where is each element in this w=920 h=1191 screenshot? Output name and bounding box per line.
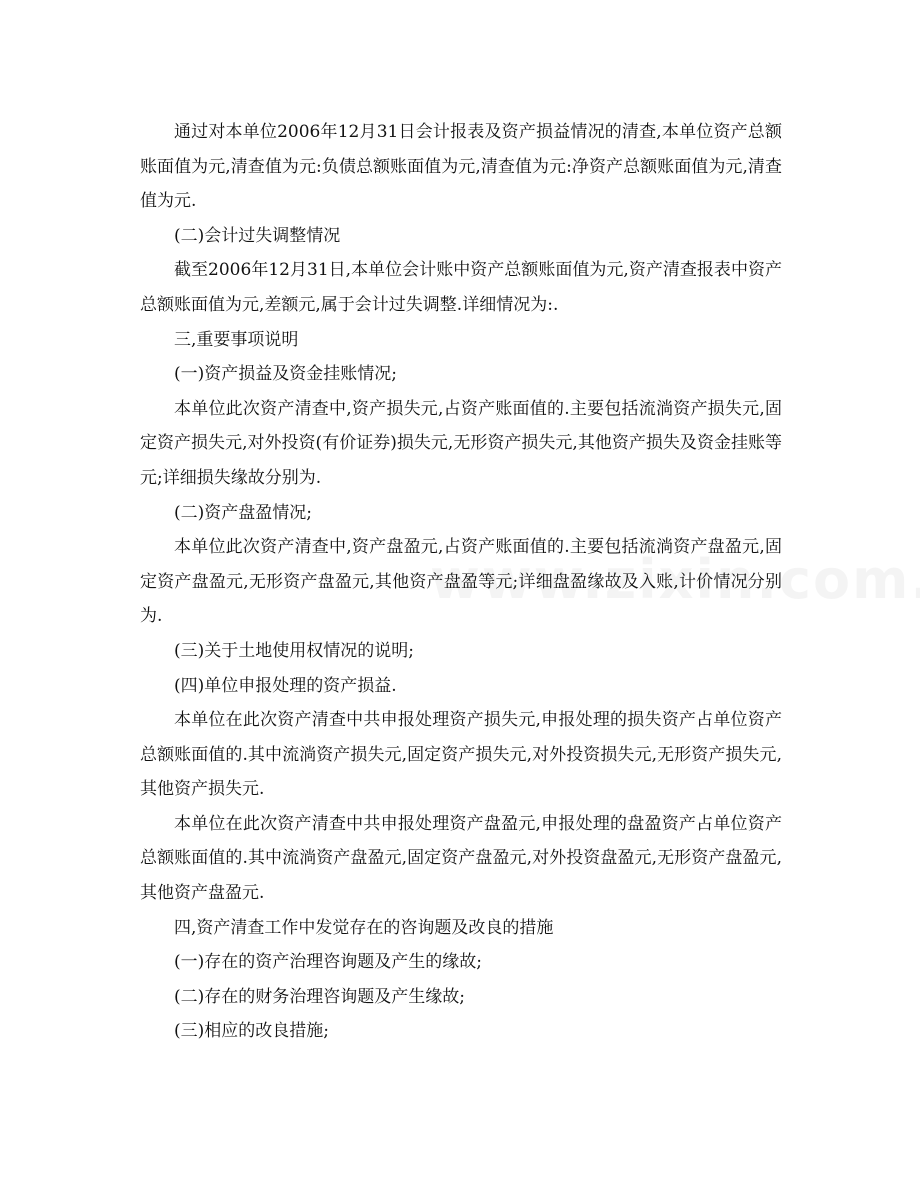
heading-improvement-measures: (三)相应的改良措施; — [174, 1021, 329, 1042]
heading-problems-and-measures: 四,资产清查工作中发觉存在的咨询题及改良的措施 — [174, 917, 554, 938]
heading-accounting-error-adjustment: (二)会计过失调整情况 — [174, 225, 341, 246]
heading-asset-surplus: (二)资产盘盈情况; — [174, 502, 312, 523]
paragraph-asset-surplus-detail: 本单位此次资产清查中,资产盘盈元,占资产账面值的.主要包括流淌资产盘盈元,固定资产盘盈元,无形资产盘盈元,其他资产盘盈等元;详细盘盈缘故及入账,计价情况分别为. — [140, 537, 782, 627]
paragraph-asset-loss-detail: 本单位此次资产清查中,资产损失元,占资产账面值的.主要包括流淌资产损失元,固定资产损失元,对外投资(有价证券)损失元,无形资产损失元,其他资产损失及资金挂账等元;详细损失缘故分别为. — [140, 398, 782, 488]
heading-land-use-rights: (三)关于土地使用权情况的说明; — [174, 640, 414, 661]
heading-important-matters: 三,重要事项说明 — [174, 329, 299, 350]
heading-financial-management-problems: (二)存在的财务治理咨询题及产生缘故; — [174, 986, 465, 1007]
paragraph-asset-clearing-summary: 通过对本单位2006年12月31日会计报表及资产损益情况的清查,本单位资产总额账面值为元,清查值为元:负债总额账面值为元,清查值为元:净资产总额账面值为元,清查值为元. — [140, 122, 782, 212]
document-body — [140, 115, 782, 1049]
heading-asset-management-problems: (一)存在的资产治理咨询题及产生的缘故; — [174, 952, 482, 973]
paragraph-reported-losses: 本单位在此次资产清查中共申报处理资产损失元,申报处理的损失资产占单位资产总额账面值的.其中流淌资产损失元,固定资产损失元,对外投资损失元,无形资产损失元,其他资产损失元. — [140, 710, 782, 800]
heading-reported-asset-gains-losses: (四)单位申报处理的资产损益. — [174, 675, 397, 696]
paragraph-reported-surplus: 本单位在此次资产清查中共申报处理资产盘盈元,申报处理的盘盈资产占单位资产总额账面值的.其中流淌资产盘盈元,固定资产盘盈元,对外投资盘盈元,无形资产盘盈元,其他资产盘盈元. — [140, 813, 782, 904]
paragraph-accounting-error-detail: 截至2006年12月31日,本单位会计账中资产总额账面值为元,资产清查报表中资产总额账面值为元,差额元,属于会计过失调整.详细情况为:. — [140, 260, 782, 315]
heading-asset-loss: (一)资产损益及资金挂账情况; — [174, 364, 397, 385]
